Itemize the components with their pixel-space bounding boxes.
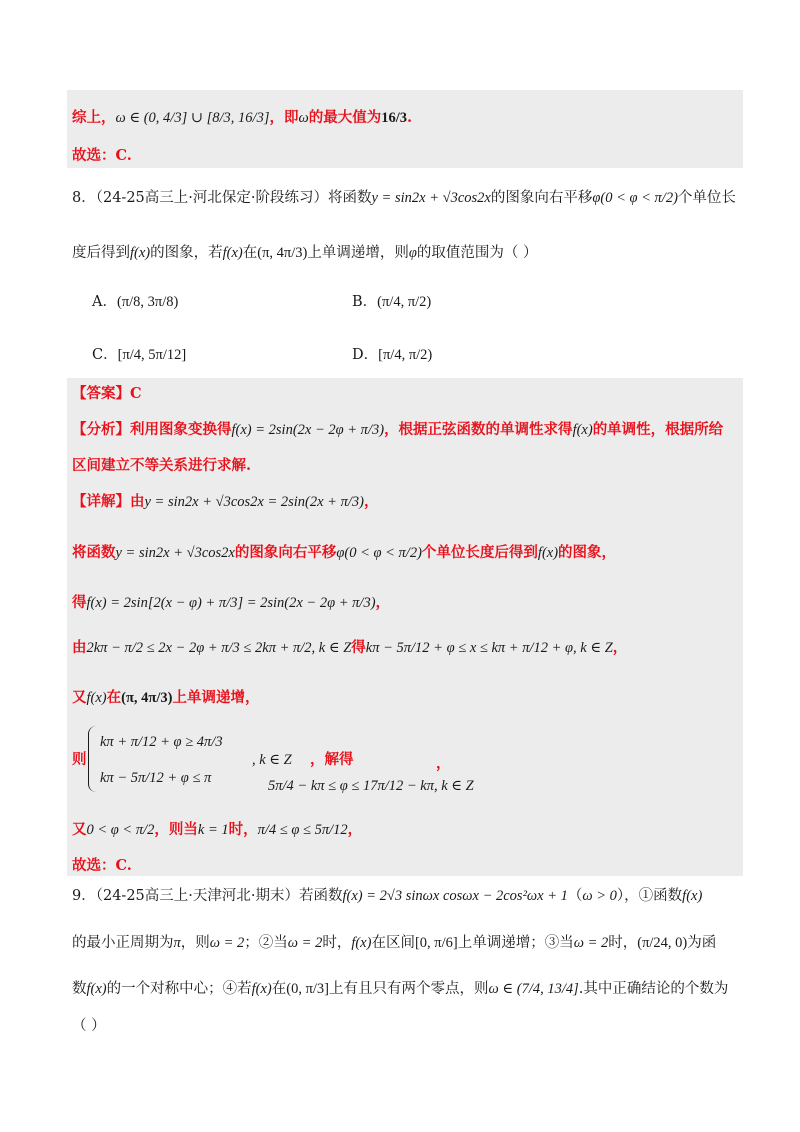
q9-stem-line2: 的最小正周期为π，则ω = 2；②当ω = 2时，f(x)在区间[0, π/6]上单调递增；③当ω = 2时，(π/24, 0)为函 <box>72 935 717 951</box>
q8-stem-line1: 8．（24-25高三上·河北保定·阶段练习）将函数y = sin2x + √3cos2x的图象向右平移φ(0 < φ < π/2)个单位长 <box>72 190 736 206</box>
solution-shade-top <box>67 90 743 168</box>
q8-ineq-kz: , k ∈ Z <box>252 752 292 768</box>
q8-choice: 故选：C. <box>72 857 132 874</box>
q8-detail-line7: 又0 < φ < π/2，则当k = 1时，π/4 ≤ φ ≤ 5π/12， <box>72 821 363 838</box>
q8-solve-result: 5π/4 − kπ ≤ φ ≤ 17π/12 − kπ, k ∈ Z <box>268 778 474 794</box>
q8-detail-line1: 【详解】由y = sin2x + √3cos2x = 2sin(2x + π/3)， <box>72 493 379 510</box>
q8-analysis-line2: 区间建立不等关系进行求解. <box>72 457 252 474</box>
q8-ineq-row1: kπ + π/12 + φ ≥ 4π/3 <box>100 734 223 750</box>
q8-detail-line2: 将函数y = sin2x + √3cos2x的图象向右平移φ(0 < φ < π/2)个单位长度后得到f(x)的图象， <box>72 544 617 561</box>
q8-answer: 【答案】C <box>72 385 142 402</box>
q8-option-d[interactable]: D．[π/4, π/2) <box>352 347 433 363</box>
q8-option-a[interactable]: A．(π/8, 3π/8) <box>92 294 179 310</box>
q8-option-c[interactable]: C．[π/4, 5π/12] <box>92 347 187 363</box>
solution-shade-q8 <box>67 378 743 876</box>
q8-detail-then: 则 <box>72 751 87 768</box>
q9-stem-line4: （ ） <box>72 1018 106 1034</box>
top-conclusion: 综上，ω ∈ (0, 4/3] ∪ [8/3, 16/3]，即ω的最大值为16/3. <box>72 109 413 126</box>
q8-option-b[interactable]: B．(π/4, π/2) <box>352 294 432 310</box>
q9-stem-line1: 9．（24-25高三上·天津河北·期末）若函数f(x) = 2√3 sinωx cosωx − 2cos²ωx + 1（ω > 0），①函数f(x) <box>72 888 703 904</box>
q9-stem-line3: 数f(x)的一个对称中心；④若f(x)在(0, π/3]上有且只有两个零点，则ω ∈ (7/4, 13/4].其中正确结论的个数为 <box>72 981 729 997</box>
q8-detail-line5: 又f(x)在(π, 4π/3)上单调递增， <box>72 689 260 706</box>
top-choice: 故选：C. <box>72 147 132 164</box>
q8-solve-comma: ， <box>436 755 451 772</box>
inequality-brace <box>88 726 97 792</box>
q8-detail-line4: 由2kπ − π/2 ≤ 2x − 2φ + π/3 ≤ 2kπ + π/2, k ∈ Z得kπ − 5π/12 + φ ≤ x ≤ kπ + π/12 + φ, k ∈ Z， <box>72 639 628 656</box>
q8-analysis-line1: 【分析】利用图象变换得f(x) = 2sin(2x − 2φ + π/3)，根据正弦函数的单调性求得f(x)的单调性，根据所给 <box>72 421 724 438</box>
q8-solve-label: ，解得 <box>310 751 354 768</box>
q8-ineq-row2: kπ − 5π/12 + φ ≤ π <box>100 770 212 786</box>
q8-stem-line2: 度后得到f(x)的图象，若f(x)在(π, 4π/3)上单调递增，则φ的取值范围为（ ） <box>72 245 538 261</box>
q8-detail-line3: 得f(x) = 2sin[2(x − φ) + π/3] = 2sin(2x − 2φ + π/3)， <box>72 594 391 611</box>
